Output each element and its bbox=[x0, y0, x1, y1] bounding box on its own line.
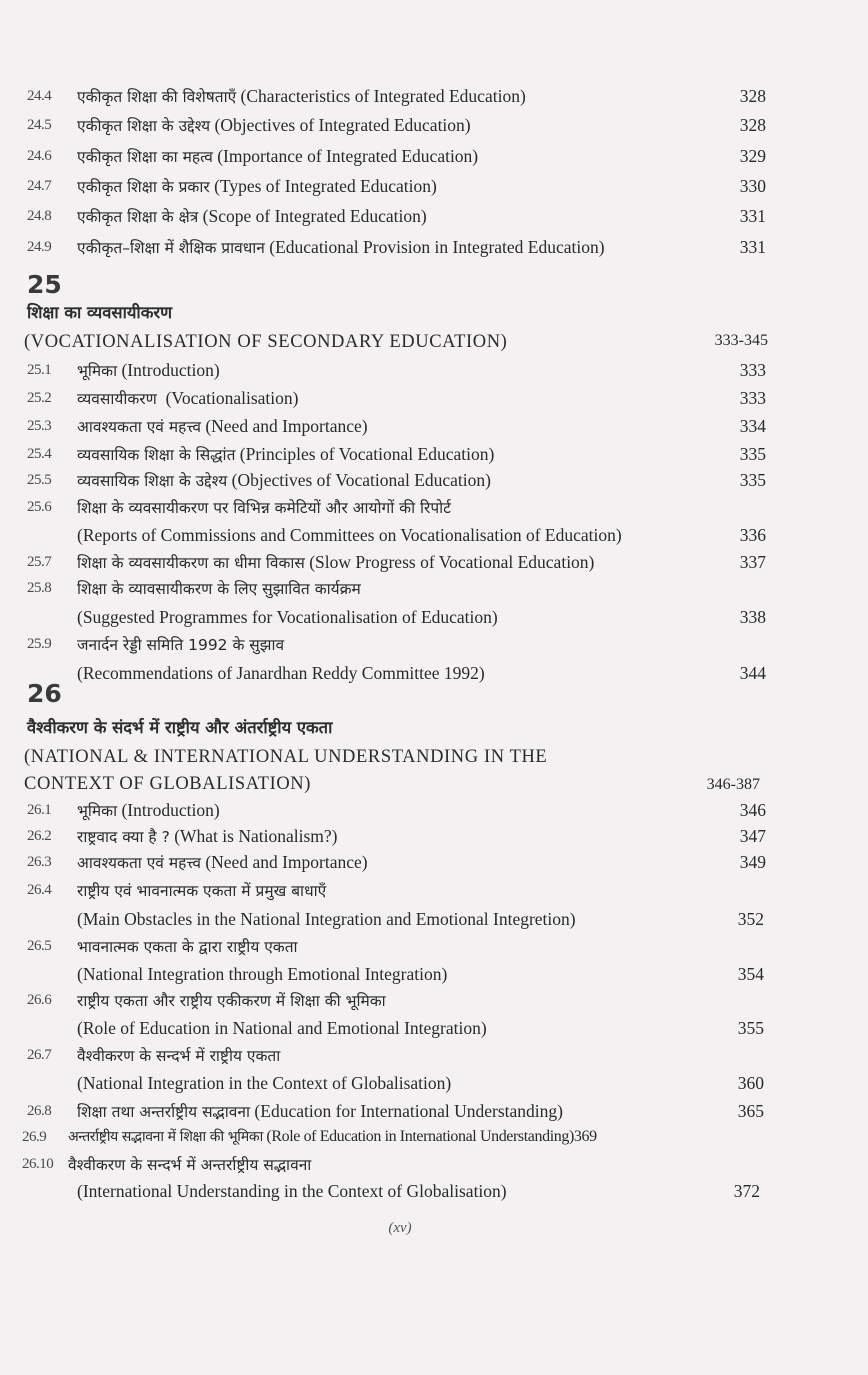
section-title-english: (Introduction) bbox=[121, 360, 220, 380]
section-number: 25.3 bbox=[27, 418, 52, 434]
chapter-title-english: (VOCATIONALISATION OF SECONDARY EDUCATION) bbox=[24, 332, 508, 352]
toc-entry[interactable] bbox=[0, 932, 868, 960]
toc-entry[interactable] bbox=[0, 440, 868, 468]
toc-entry-continuation[interactable] bbox=[0, 905, 868, 933]
chapter-number: 25 bbox=[27, 270, 62, 299]
page-footer-number: (xv) bbox=[388, 1220, 412, 1236]
page-number: 346 bbox=[739, 800, 766, 820]
section-title-english: (National Integration in the Context of Globalisation) bbox=[77, 1073, 452, 1093]
page-number: 337 bbox=[739, 552, 766, 572]
section-number: 26.2 bbox=[27, 828, 52, 844]
toc-entry[interactable] bbox=[0, 412, 868, 440]
toc-entry[interactable] bbox=[0, 1123, 868, 1151]
section-number: 24.8 bbox=[27, 208, 52, 224]
toc-entry[interactable] bbox=[0, 111, 868, 139]
section-title-hindi: भूमिका bbox=[77, 802, 118, 820]
section-number: 24.9 bbox=[27, 239, 52, 255]
section-title-english: (Objectives of Vocational Education) bbox=[231, 470, 491, 490]
page-number: 334 bbox=[739, 416, 766, 436]
section-title-hindi: राष्ट्रीय एकता और राष्ट्रीय एकीकरण में शिक्षा की भूमिका bbox=[77, 992, 386, 1010]
section-title-english: (Main Obstacles in the National Integration and Emotional Integretion) bbox=[77, 909, 576, 929]
chapter-page-range: 346-387 bbox=[706, 776, 760, 793]
section-title-hindi: व्यवसायिक शिक्षा के सिद्धांत bbox=[77, 446, 236, 464]
chapter-page-range: 333-345 bbox=[714, 332, 768, 349]
section-number: 25.6 bbox=[27, 499, 52, 515]
section-number: 26.1 bbox=[27, 802, 52, 818]
section-title-hindi: राष्ट्रवाद क्या है ? bbox=[77, 828, 170, 846]
toc-entry[interactable] bbox=[0, 848, 868, 876]
section-title-hindi: एकीकृत शिक्षा का महत्व bbox=[77, 148, 213, 166]
chapter-title-english-line1: (NATIONAL & INTERNATIONAL UNDERSTANDING IN THE bbox=[24, 747, 548, 767]
section-title-hindi: अन्तर्राष्ट्रीय सद्भावना में शिक्षा की भूमिका bbox=[68, 1129, 263, 1145]
section-title-hindi: शिक्षा के व्यवसायीकरण का धीमा विकास bbox=[77, 554, 305, 572]
toc-entry-continuation[interactable] bbox=[0, 960, 868, 988]
toc-entry[interactable] bbox=[0, 1150, 868, 1178]
section-title-english: (Recommendations of Janardhan Reddy Committee 1992) bbox=[77, 663, 485, 683]
section-number: 26.5 bbox=[27, 938, 52, 954]
section-title-english: (Need and Importance) bbox=[205, 416, 368, 436]
section-title-hindi: एकीकृत–शिक्षा में शैक्षिक प्रावधान bbox=[77, 239, 265, 257]
toc-entry[interactable] bbox=[0, 796, 868, 824]
page-number: 352 bbox=[737, 909, 764, 929]
page-number: 333 bbox=[739, 388, 766, 408]
section-number: 26.4 bbox=[27, 882, 52, 898]
section-title-hindi: शिक्षा के व्यावसायीकरण के लिए सुझावित कार्यक्रम bbox=[77, 580, 361, 598]
section-title-hindi: व्यवसायिक शिक्षा के उद्देश्य bbox=[77, 472, 228, 490]
toc-entry[interactable] bbox=[0, 1041, 868, 1069]
page-number: 355 bbox=[737, 1018, 764, 1038]
section-number: 25.5 bbox=[27, 472, 52, 488]
section-number: 24.5 bbox=[27, 117, 52, 133]
page-number: 328 bbox=[739, 115, 766, 135]
section-title-hindi: शिक्षा तथा अन्तर्राष्ट्रीय सद्भावना bbox=[77, 1103, 251, 1121]
section-title-english: (What is Nationalism?) bbox=[174, 826, 338, 846]
section-title-hindi: जनार्दन रेड्डी समिति 1992 के सुझाव bbox=[77, 636, 285, 654]
page-number: 338 bbox=[739, 607, 766, 627]
section-title-english: (Objectives of Integrated Education) bbox=[214, 115, 471, 135]
section-title-hindi: एकीकृत शिक्षा की विशेषताएँ bbox=[77, 88, 237, 106]
section-title-hindi: आवश्यकता एवं महत्त्व bbox=[77, 418, 201, 436]
page-number: 335 bbox=[739, 470, 766, 490]
page-number: 360 bbox=[737, 1073, 764, 1093]
section-title-hindi: आवश्यकता एवं महत्त्व bbox=[77, 854, 201, 872]
chapter-title-hindi: शिक्षा का व्यवसायीकरण bbox=[27, 303, 173, 322]
section-title-english: (Suggested Programmes for Vocationalisation of Education) bbox=[77, 607, 498, 627]
toc-entry-continuation[interactable] bbox=[0, 1177, 868, 1205]
section-title-hindi: भावनात्मक एकता के द्वारा राष्ट्रीय एकता bbox=[77, 938, 298, 956]
page-number: 331 bbox=[739, 237, 766, 257]
section-title-hindi: वैश्वीकरण के सन्दर्भ में राष्ट्रीय एकता bbox=[77, 1047, 281, 1065]
section-title-english: (Characteristics of Integrated Education) bbox=[240, 86, 526, 106]
section-title-english: (Introduction) bbox=[121, 800, 220, 820]
section-number: 24.6 bbox=[27, 148, 52, 164]
section-title-english: (Educational Provision in Integrated Education) bbox=[269, 237, 605, 257]
section-title-english: (Types of Integrated Education) bbox=[214, 176, 437, 196]
toc-entry[interactable] bbox=[0, 172, 868, 200]
toc-entry[interactable] bbox=[0, 384, 868, 412]
page-number: 335 bbox=[739, 444, 766, 464]
page-number: 349 bbox=[739, 852, 766, 872]
page-number: 333 bbox=[739, 360, 766, 380]
section-number: 26.7 bbox=[27, 1047, 52, 1063]
toc-entry-continuation[interactable] bbox=[0, 1014, 868, 1042]
section-number: 25.1 bbox=[27, 362, 52, 378]
chapter-title-english-line2: CONTEXT OF GLOBALISATION) bbox=[24, 774, 312, 794]
page-number: 369 bbox=[573, 1128, 597, 1145]
page-number: 331 bbox=[739, 206, 766, 226]
page-number: 354 bbox=[737, 964, 764, 984]
toc-entry[interactable] bbox=[0, 202, 868, 230]
toc-entry[interactable] bbox=[0, 1097, 868, 1125]
section-title-english: (Scope of Integrated Education) bbox=[202, 206, 427, 226]
section-title-hindi: भूमिका bbox=[77, 362, 118, 380]
section-title-hindi: एकीकृत शिक्षा के प्रकार bbox=[77, 178, 210, 196]
section-number: 24.7 bbox=[27, 178, 52, 194]
section-title-hindi: व्यवसायीकरण bbox=[77, 390, 157, 408]
section-title-english: (Importance of Integrated Education) bbox=[217, 146, 479, 166]
page-number: 365 bbox=[737, 1101, 764, 1121]
section-title-english: (Vocationalisation) bbox=[165, 388, 299, 408]
section-number: 26.9 bbox=[22, 1129, 47, 1145]
section-title-hindi: राष्ट्रीय एवं भावनात्मक एकता में प्रमुख बाधाएँ bbox=[77, 882, 327, 900]
toc-entry-continuation[interactable] bbox=[0, 1069, 868, 1097]
toc-entry[interactable] bbox=[0, 548, 868, 576]
section-number: 24.4 bbox=[27, 88, 52, 104]
toc-entry[interactable] bbox=[0, 986, 868, 1014]
section-title-hindi: वैश्वीकरण के सन्दर्भ में अन्तर्राष्ट्रीय सद्भावना bbox=[68, 1156, 312, 1174]
toc-entry[interactable] bbox=[0, 356, 868, 384]
toc-entry[interactable] bbox=[0, 493, 868, 521]
page-number: 330 bbox=[739, 176, 766, 196]
section-number: 26.6 bbox=[27, 992, 52, 1008]
section-title-english: (Reports of Commissions and Committees on Vocationalisation of Education) bbox=[77, 525, 622, 545]
toc-entry[interactable] bbox=[0, 82, 868, 110]
section-title-english: (Principles of Vocational Education) bbox=[239, 444, 495, 464]
section-title-english: (Role of Education in International Understanding) bbox=[266, 1128, 574, 1145]
toc-entry[interactable] bbox=[0, 822, 868, 850]
section-title-english: (Role of Education in National and Emotional Integration) bbox=[77, 1018, 487, 1038]
section-title-hindi: एकीकृत शिक्षा के उद्देश्य bbox=[77, 117, 211, 135]
section-number: 25.4 bbox=[27, 446, 52, 462]
toc-entry[interactable] bbox=[0, 142, 868, 170]
toc-entry-continuation[interactable] bbox=[0, 521, 868, 549]
section-number: 25.9 bbox=[27, 636, 52, 652]
section-number: 26.8 bbox=[27, 1103, 52, 1119]
page-number: 344 bbox=[739, 663, 766, 683]
page-number: 329 bbox=[739, 146, 766, 166]
chapter-number: 26 bbox=[27, 679, 62, 708]
page-number: 328 bbox=[739, 86, 766, 106]
section-number: 25.2 bbox=[27, 390, 52, 406]
section-number: 26.3 bbox=[27, 854, 52, 870]
toc-entry[interactable] bbox=[0, 876, 868, 904]
toc-entry[interactable] bbox=[0, 466, 868, 494]
chapter-title-hindi: वैश्वीकरण के संदर्भ में राष्ट्रीय और अंतर्राष्ट्रीय एकता bbox=[27, 718, 333, 737]
section-title-english: (Slow Progress of Vocational Education) bbox=[309, 552, 595, 572]
toc-entry[interactable] bbox=[0, 574, 868, 602]
section-title-hindi: एकीकृत शिक्षा के क्षेत्र bbox=[77, 208, 199, 226]
section-title-hindi: शिक्षा के व्यवसायीकरण पर विभिन्न कमेटियों और आयोगों की रिपोर्ट bbox=[77, 499, 451, 517]
section-number: 25.8 bbox=[27, 580, 52, 596]
toc-entry[interactable] bbox=[0, 630, 868, 658]
section-title-english: (National Integration through Emotional Integration) bbox=[77, 964, 448, 984]
toc-entry[interactable] bbox=[0, 233, 868, 261]
section-number: 25.7 bbox=[27, 554, 52, 570]
toc-entry-continuation[interactable] bbox=[0, 603, 868, 631]
page-number: 372 bbox=[733, 1181, 760, 1201]
section-title-english: (Education for International Understanding) bbox=[254, 1101, 563, 1121]
section-number: 26.10 bbox=[22, 1156, 54, 1172]
page-number: 336 bbox=[739, 525, 766, 545]
section-title-english: (International Understanding in the Context of Globalisation) bbox=[77, 1181, 507, 1201]
section-title-english: (Need and Importance) bbox=[205, 852, 368, 872]
toc-entry-continuation[interactable] bbox=[0, 659, 868, 687]
page-number: 347 bbox=[739, 826, 766, 846]
